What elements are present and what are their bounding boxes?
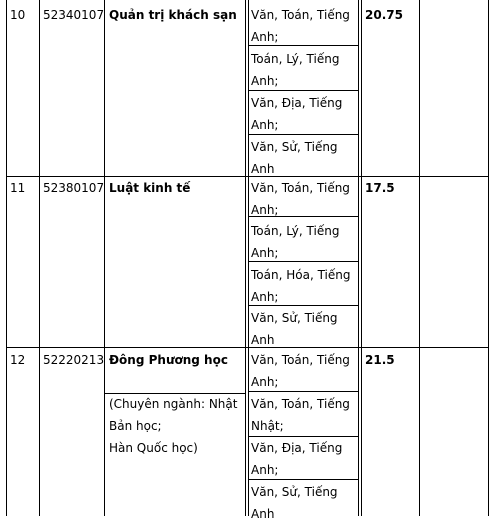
subject-combination: Văn, Địa, Tiếng Anh;: [251, 441, 343, 477]
subject-combination: Văn, Sử, Tiếng Anh: [251, 311, 338, 347]
column-line-7: [419, 0, 420, 516]
row-number: 11: [10, 181, 26, 195]
cutoff-score: 20.75: [365, 8, 403, 22]
subject-combination: Toán, Hóa, Tiếng Anh;: [251, 268, 351, 304]
major-code: 52380107: [43, 181, 105, 195]
subject-combination: Văn, Địa, Tiếng Anh;: [251, 96, 343, 132]
row-number: 12: [10, 353, 26, 367]
major-name: Quản trị khách sạn: [109, 8, 237, 22]
column-line-1: [39, 0, 40, 516]
column-line-0: [6, 0, 7, 516]
subject-combination: Toán, Lý, Tiếng Anh;: [251, 224, 340, 260]
subject-combination: Văn, Toán, Tiếng Nhật;: [251, 397, 350, 433]
column-line-6: [361, 0, 362, 516]
major-code: 52340107: [43, 8, 105, 22]
subject-combination: Văn, Toán, Tiếng Anh;: [251, 8, 350, 44]
subject-combination: Văn, Toán, Tiếng Anh;: [251, 181, 350, 217]
major-name: Đông Phương học: [109, 353, 228, 367]
column-line-2: [104, 0, 105, 516]
column-line-5: [358, 0, 359, 516]
column-line-8: [488, 0, 489, 516]
subject-combination: Toán, Lý, Tiếng Anh;: [251, 52, 340, 88]
column-line-4: [248, 0, 249, 516]
column-line-3: [245, 0, 246, 516]
subject-combination: Văn, Sử, Tiếng Anh: [251, 140, 338, 176]
cutoff-score: 21.5: [365, 353, 395, 367]
subject-combination: Văn, Toán, Tiếng Anh;: [251, 353, 350, 389]
major-name: Luật kinh tế: [109, 181, 191, 195]
major-code: 52220213: [43, 353, 105, 367]
subject-combination: Văn, Sử, Tiếng Anh: [251, 485, 338, 521]
specialization-note: (Chuyên ngành: Nhật Bản học; Hàn Quốc học): [109, 397, 238, 455]
row-separator-1: [6, 347, 489, 348]
cutoff-score: 17.5: [365, 181, 395, 195]
row-number: 10: [10, 8, 26, 22]
